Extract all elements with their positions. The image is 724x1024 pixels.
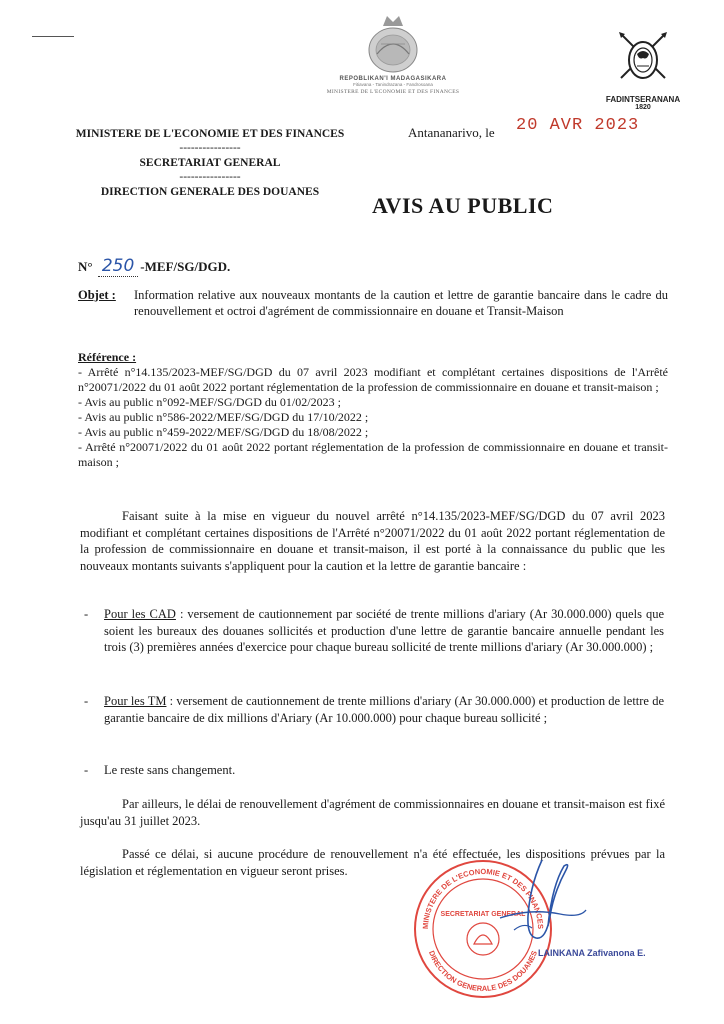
reference-item: - Avis au public n°459-2022/MEF/SG/DGD du 18/08/2022 ; — [78, 425, 369, 439]
subject-text: Information relative aux nouveaux montants de la caution et lettre de garantie bancaire dans le cadre du renouvellement et octroi d'agrément de commissionnaire en douane et Transit-Maison — [134, 288, 668, 318]
republic-seal-icon — [363, 14, 423, 76]
signature — [470, 856, 590, 946]
stamp-center-text: SECRETARIAT GENERAL — [440, 911, 526, 918]
bullet-rest-text: Le reste sans changement. — [104, 763, 236, 777]
page-title: AVIS AU PUBLIC — [372, 193, 554, 218]
body-paragraph-intro — [80, 508, 665, 574]
reference-item: - Avis au public n°586-2022/MEF/SG/DGD du 17/10/2022 ; — [78, 410, 369, 424]
secretariat-name: SECRETARIAT GENERAL — [139, 157, 281, 169]
ministry-block — [60, 126, 360, 201]
bullet-tm-label: Pour les TM — [104, 694, 167, 708]
customs-arms — [598, 28, 688, 111]
number-suffix: -MEF/SG/DGD. — [140, 259, 231, 274]
subject-block — [78, 288, 668, 319]
bullet-tm: - Pour les TM : versement de cautionnement de trente millions d'ariary (Ar 30.000.000) et production de lettre de garantie bancaire de dix millions d'Ariary (Ar 10.000.000) pour chaque bureau sollicité ; — [84, 694, 664, 725]
direction-name: DIRECTION GENERALE DES DOUANES — [100, 186, 320, 198]
bullet-cad: - Pour les CAD : versement de cautionnement par société de trente millions d'ariary (Ar 30.000.000) quels que soient les bureaux des douanes sollicités et production d'une lettre de garantie bancaire annuelle pendant les trois (3) premières années d'exercice pour chaque bureau sollicité de trente millions d'ariary (Ar 30.000.000) ; — [84, 607, 665, 654]
bullet-cad-text: : versement de cautionnement par société de trente millions d'ariary (Ar 30.000.000) quels que soient les bureaux des douanes sollicités et production d'une lettre de garantie bancaire annuelle pendant les trois (3) premières années d'exercice pour chaque bureau sollicité de trente millions d'ariary (Ar 30.000.000) ; — [104, 607, 665, 654]
deadline-text: Par ailleurs, le délai de renouvellement d'agrément de commissionnaires en douane et transit-maison est fixé jusqu'au 31 juillet 2023. — [80, 797, 665, 828]
corner-mark — [32, 36, 74, 37]
bullet-cad-label: Pour les CAD — [104, 607, 176, 621]
secretariat-separator: ---------------- — [179, 171, 241, 183]
reference-item: - Arrêté n°14.135/2023-MEF/SG/DGD du 07 avril 2023 modifiant et complétant certaines dispositions de l'Arrêté n°20071/2022 du 01 août 2022 portant réglementation de la profession de commissionnaire en douane et transit-maison ; — [78, 365, 668, 394]
stamp-ring-bottom: DIRECTION GENERALE DES DOUANES — [426, 949, 540, 994]
seal-ministry: MINISTERE DE L'ECONOMIE ET DES FINANCES — [326, 89, 460, 95]
body-paragraph-deadline — [80, 796, 665, 829]
reference-item: - Arrêté n°20071/2022 du 01 août 2022 portant réglementation de la profession de commissionnaire en douane et transit-maison ; — [78, 440, 668, 469]
subject-label: Objet : — [78, 288, 116, 302]
place-label: Antananarivo, le — [408, 125, 495, 140]
bullet-rest: - Le reste sans changement. — [84, 763, 236, 777]
seal-motto: Fitiavana - Tanindrazana - Fandrosoana — [353, 82, 433, 87]
date-stamp: 20 AVR 2023 — [516, 116, 640, 135]
intro-text: Faisant suite à la mise en vigueur du nouvel arrêté n°14.135/2023-MEF/SG/DGD du 07 avril 2023 modifiant et complétant certaines dispositions de l'Arrêté n°20071/2022 du 01 août 2022 portant réglementation de la profession de commissionnaire en douane et transit-maison, il est porté à la connaissance du public que les nouveaux montants suivants s'appliquent pour la caution et la lettre de garantie bancaire : — [80, 509, 665, 573]
consequence-text: Passé ce délai, si aucune procédure de renouvellement n'a été effectuée, les dispositions prévues par la législation et réglementation en vigueur seront prises. — [80, 847, 665, 878]
customs-emblem-icon — [613, 28, 673, 88]
reference-item: - Avis au public n°092-MEF/SG/DGD du 01/02/2023 ; — [78, 395, 341, 409]
stamp-ring-top: MINISTERE DE L'ECONOMIE ET DES FINANCES — [420, 867, 546, 930]
republic-seal — [318, 14, 468, 95]
arms-year: 1820 — [635, 104, 651, 111]
seal-republic-name: REPOBLIKAN'I MADAGASIKARA — [339, 76, 447, 82]
signer-name: LAINKANA Zafivanona E. — [538, 948, 646, 958]
reference-block — [78, 350, 668, 470]
arms-title: FADINTSERANANA — [605, 95, 681, 104]
number-handwritten: 250 — [98, 256, 138, 277]
reference-label: Référence : — [78, 350, 137, 364]
ministry-separator: ---------------- — [179, 142, 241, 154]
number-prefix: N° — [78, 259, 93, 274]
bullet-tm-text: : versement de cautionnement de trente millions d'ariary (Ar 30.000.000) et production de lettre de garantie bancaire de dix millions d'Ariary (Ar 10.000.000) pour chaque bureau sollicité ; — [104, 694, 664, 725]
document-number — [78, 256, 230, 277]
ministry-name: MINISTERE DE L'ECONOMIE ET DES FINANCES — [75, 128, 345, 140]
